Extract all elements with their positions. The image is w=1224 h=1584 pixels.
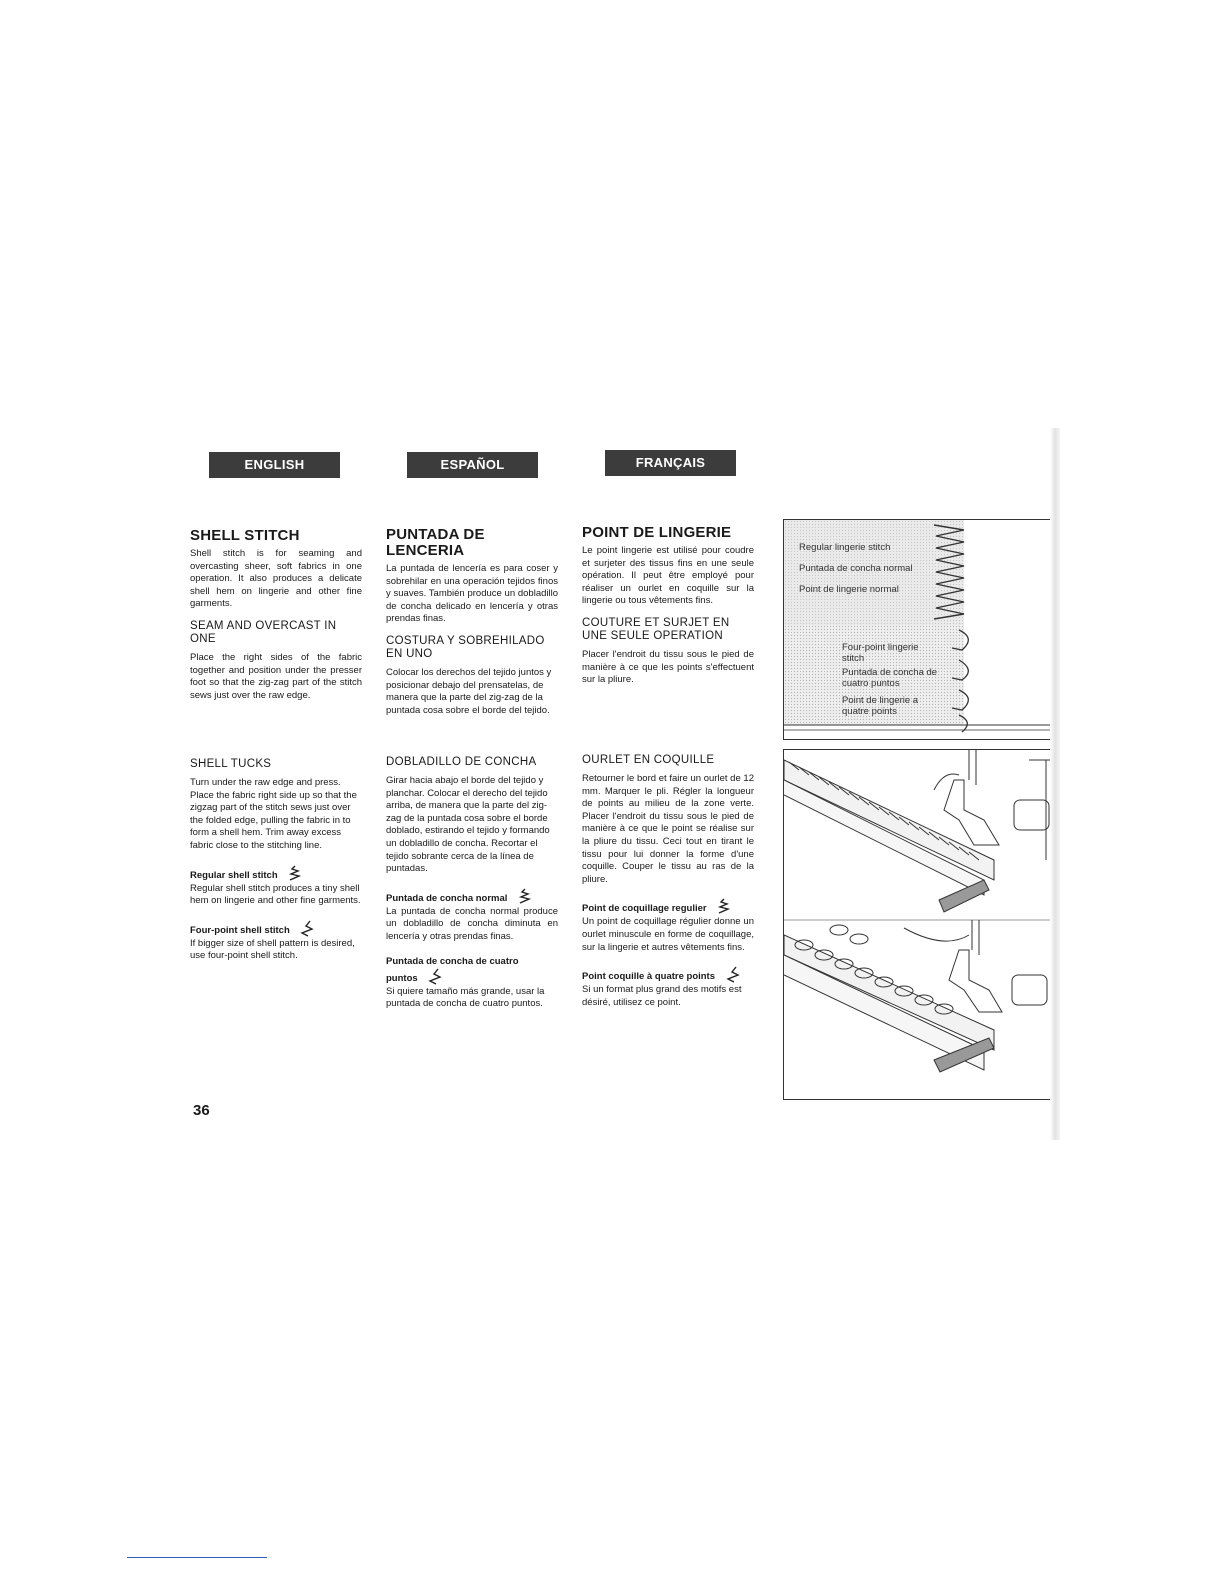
sewing-machine-foot-illustration	[783, 749, 1052, 1100]
espanol-title: PUNTADA DE LENCERIA	[386, 526, 485, 559]
francais-tucks-column	[582, 754, 754, 1009]
espanol-tucks-column	[386, 756, 558, 1011]
regular-shell-stitch-icon	[286, 865, 304, 883]
english-seam-heading: SEAM AND OVERCAST IN ONE	[190, 619, 337, 645]
francais-regular-heading: Point de coquillage regulier	[582, 903, 707, 915]
label-fourpoint-es: Puntada de concha de cuatro puntos	[842, 667, 938, 689]
francais-fourpoint-heading-row	[582, 966, 754, 984]
stitch-samples-illustration	[783, 519, 1052, 740]
francais-fourpoint-text: Si un format plus grand des motifs est désiré, utilisez ce point.	[582, 984, 742, 1008]
sewing-foot-drawing	[784, 750, 1051, 1099]
four-point-shell-stitch-icon	[298, 920, 316, 938]
francais-tucks-text: Retourner le bord et faire un ourlet de 12 mm. Marquer le pli. Régler la longueur de points au milieu de la zone verte. Placer l'endroit du tissu sous le pied de manière à ce que le point se réalise sur la pliure du tissu. Ceci tout en tirant le tissu pour lui donner la forme d'une coquille. Couper le tissu au ras de la pliure.	[582, 773, 754, 885]
francais-seam-text: Placer l'endroit du tissu sous le pied de manière à ce que les points s'effectuent sur la pliure.	[582, 648, 754, 686]
english-tucks-column	[190, 758, 362, 963]
english-seam-text: Place the right sides of the fabric together and position under the presser foot so that the zig-zag part of the stitch sews just over the raw edge.	[190, 651, 362, 701]
footnote-rule	[127, 1557, 267, 1558]
tab-espanol: ESPAÑOL	[407, 452, 538, 478]
francais-title: POINT DE LINGERIE	[582, 524, 732, 541]
english-regular-heading: Regular shell stitch	[190, 869, 278, 881]
label-regular-en: Regular lingerie stitch	[799, 542, 891, 553]
four-point-shell-stitch-icon	[426, 968, 444, 986]
english-fourpoint-heading: Four-point shell stitch	[190, 924, 290, 936]
francais-intro: Le point lingerie est utilisé pour coudre et surjeter des tissus fins en une seule opération. Il peut être employé pour réaliser un ourlet en coquille sur la lingerie ou tous vêtements fins.	[582, 545, 754, 607]
espanol-seam-heading: COSTURA Y SOBREHILADO EN UNO	[386, 634, 545, 660]
english-regular-text: Regular shell stitch produces a tiny shell hem on lingerie and other fine garments.	[190, 882, 361, 907]
francais-fourpoint-heading: Point coquille à quatre points	[582, 971, 716, 983]
espanol-regular-heading-row	[386, 888, 558, 906]
page-number: 36	[193, 1102, 210, 1119]
english-tucks-text: Turn under the raw edge and press. Place the fabric right side up so that the zigzag part of the stitch sews just over the folded edge, pulling the fabric in to form a shell hem. Trim away excess fabric close to the stitching line.	[190, 777, 357, 851]
english-regular-heading-row	[190, 865, 362, 883]
francais-regular-text: Un point de coquillage régulier donne un ourlet minuscule en forme de coquillage, sur la lingerie et autres vêtements fins.	[582, 916, 754, 953]
regular-shell-stitch-icon	[516, 888, 534, 906]
label-regular-es: Puntada de concha normal	[799, 563, 913, 574]
francais-seam-heading: COUTURE ET SURJET EN UNE SEULE OPERATION	[582, 616, 730, 642]
espanol-regular-heading: Puntada de concha normal	[386, 892, 508, 904]
francais-tucks-heading: OURLET EN COQUILLE	[582, 754, 715, 766]
espanol-tucks-text: Girar hacia abajo el borde del tejido y planchar. Colocar el derecho del tejido arriba, de manera que la parte del zig-zag de la puntada cosa sobre el borde doblado, estirando el tejido y formando un dobladillo de concha. Recortar el tejido sobrante cerca de la línea de puntadas.	[386, 775, 550, 875]
espanol-regular-text: La puntada de concha normal produce un dobladillo de concha diminuta en lencería y otras prendas finas.	[386, 905, 558, 942]
english-tucks-heading: SHELL TUCKS	[190, 758, 272, 770]
espanol-intro: La puntada de lencería es para coser y sobrehilar en una operación tejidos finos y suaves. También produce un dobladillo de concha delicado en lencería y otras prendas finas.	[386, 563, 558, 625]
english-title: SHELL STITCH	[190, 527, 300, 544]
label-fourpoint-fr: Point de lingerie a quatre points	[842, 695, 919, 717]
espanol-column	[386, 527, 558, 717]
regular-shell-stitch-icon	[715, 898, 733, 916]
english-column	[190, 528, 362, 702]
espanol-seam-text: Colocar los derechos del tejido juntos y posicionar debajo del prensatelas, de manera que la parte del zig-zag de la puntada cosa sobre el borde del tejido.	[386, 666, 552, 716]
tab-francais: FRANÇAIS	[605, 450, 736, 476]
page-edge-shadow	[1050, 428, 1060, 1140]
label-fourpoint-en: Four-point lingerie stitch	[842, 642, 919, 664]
english-intro: Shell stitch is for seaming and overcasting sheer, soft fabrics in one operation. It also produces a delicate shell hem on lingerie and other fine garments.	[190, 548, 362, 610]
espanol-fourpoint-text: Si quiere tamaño más grande, usar la puntada de concha de cuatro puntos.	[386, 985, 545, 1010]
espanol-tucks-heading: DOBLADILLO DE CONCHA	[386, 756, 537, 768]
label-regular-fr: Point de lingerie normal	[799, 584, 899, 595]
francais-column	[582, 525, 754, 687]
english-fourpoint-heading-row	[190, 920, 362, 938]
espanol-fourpoint-heading-row	[386, 956, 536, 986]
four-point-shell-stitch-icon	[724, 966, 742, 984]
francais-regular-heading-row	[582, 898, 754, 916]
espanol-fourpoint-heading: Puntada de concha de cuatro puntos	[386, 955, 519, 984]
english-fourpoint-text: If bigger size of shell pattern is desired, use four-point shell stitch.	[190, 937, 355, 962]
tab-english: ENGLISH	[209, 452, 340, 478]
